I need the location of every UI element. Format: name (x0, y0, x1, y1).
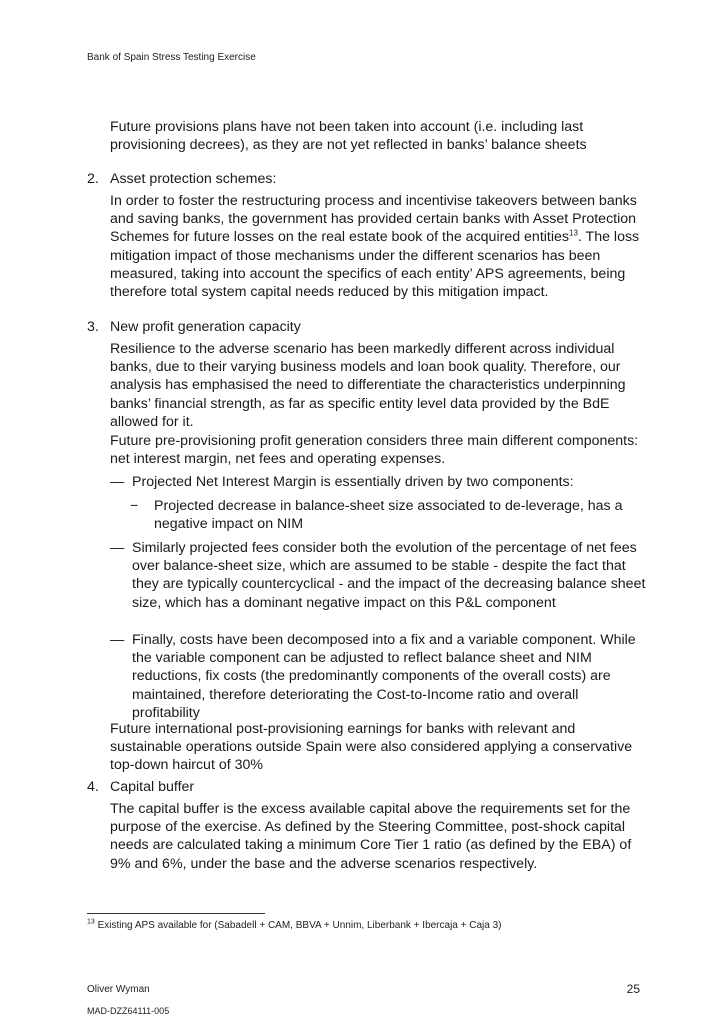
bullet-text: Finally, costs have been decomposed into a fix and a variable component. While the variable component can be adjusted to reflect balance sheet and NIM reductions, fix costs (the predominantly components of the overall costs) are maintained, therefore deteriorating the Cost-to-Income ratio and overall profitability (132, 632, 636, 721)
bullet-dash: — (110, 632, 125, 648)
footnote-ref: 13 (569, 228, 578, 238)
footer-author: Oliver Wyman (87, 984, 150, 995)
list-number: 3. (87, 319, 99, 335)
sub-bullet-dash: − (130, 498, 139, 514)
sub-bullet-text: Projected decrease in balance-sheet size associated to de-leverage, has a negative impact on NIM (154, 498, 623, 533)
intro-paragraph: Future provisions plans have not been taken into account (i.e. including last provisioning decrees), as they are not yet reflected in banks’ balance sheets (110, 119, 587, 154)
paragraph-text: . The loss mitigation impact of those mechanisms under the different scenarios has been measured, taking into account the specifics of each entity’ APS agreements, being therefore total system capital needs reduced by this mitigation impact. (110, 229, 640, 301)
bullet-dash: — (110, 540, 125, 556)
pre-provisioning-paragraph: Future pre-provisioning profit generation considers three main different components: net interest margin, net fees and operating expenses. (110, 433, 639, 468)
asset-protection-paragraph (110, 192, 650, 301)
resilience-paragraph: Resilience to the adverse scenario has been markedly different across individual banks, due to their varying business models and loan book quality. Therefore, our analysis has emphasised the need to differentiate the characteristics underpinning banks’ financial strength, as far as specific entity level data provided by the BdE allowed for it. (110, 341, 626, 430)
document-id: MAD-DZZ64111-005 (87, 1006, 170, 1016)
international-earnings-paragraph: Future international post-provisioning earnings for banks with relevant and sustainable operations outside Spain were also considered applying a conservative top-down haircut of 30% (110, 721, 633, 774)
section-heading: New profit generation capacity (110, 319, 301, 335)
capital-buffer-paragraph: The capital buffer is the excess available capital above the requirements set for the purpose of the exercise. As defined by the Steering Committee, post-shock capital needs are calculated taking a minimum Core Tier 1 ratio (as defined by the EBA) of 9% and 6%, under the base and the adverse scenarios respectively. (110, 801, 632, 872)
bullet-dash: — (110, 474, 125, 490)
bullet-fees (110, 539, 650, 612)
footnote-divider (87, 913, 265, 914)
bullet-text: Similarly projected fees consider both the evolution of the percentage of net fees over balance-sheet size, which are assumed to be stable - despite the fact that they are typically countercyclical - and the impact of the decreasing balance sheet size, which has a dominant negative impact on this P&L component (132, 540, 646, 611)
running-header: Bank of Spain Stress Testing Exercise (87, 52, 256, 63)
sub-bullet-balance-sheet (130, 497, 650, 533)
list-number: 2. (87, 171, 99, 187)
list-number: 4. (87, 779, 99, 795)
list-item-asset-protection (87, 170, 647, 188)
list-item-profit-generation (87, 318, 647, 336)
section-heading: Capital buffer (110, 779, 195, 795)
footnote-number: 13 (87, 918, 95, 926)
footnote-text: Existing APS available for (Sabadell + CAM, BBVA + Unnim, Liberbank + Ibercaja + Caja 3) (97, 920, 502, 931)
list-item-capital-buffer (87, 778, 647, 796)
footnote (87, 920, 502, 931)
bullet-costs (110, 631, 650, 722)
page-number: 25 (626, 982, 640, 996)
bullet-text: Projected Net Interest Margin is essentially driven by two components: (132, 474, 574, 490)
section-heading: Asset protection schemes: (110, 171, 277, 187)
paragraph-text: In order to foster the restructuring process and incentivise takeovers between banks and saving banks, the government has provided certain banks with Asset Protection Schemes for future losses on the real estate book of the acquired entities (110, 193, 637, 246)
bullet-nim (110, 473, 650, 491)
